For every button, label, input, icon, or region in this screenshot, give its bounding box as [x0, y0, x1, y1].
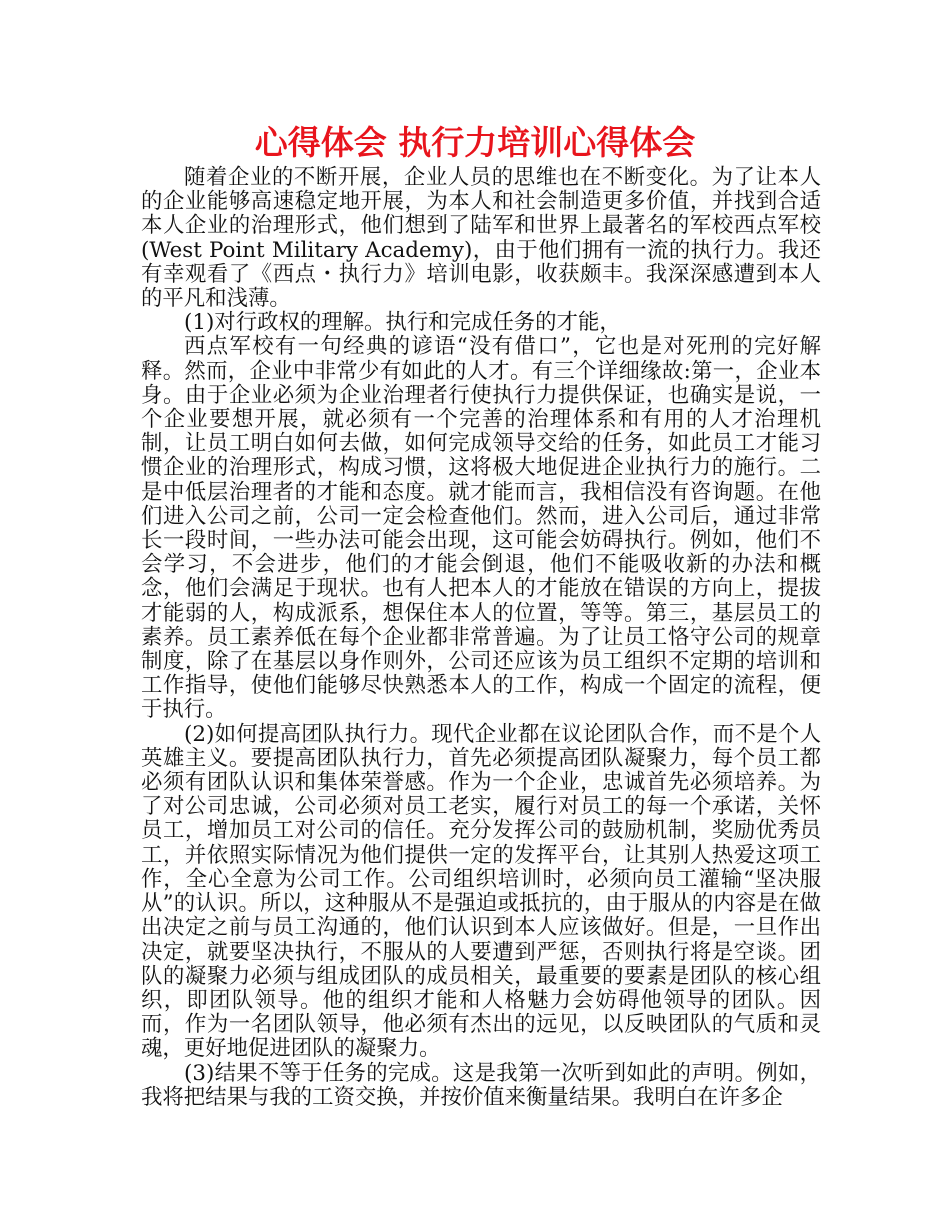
paragraph-section-2: (2)如何提高团队执行力。现代企业都在议论团队合作，而不是个人英雄主义。要提高团队执行力，首先必须提高团队凝聚力，每个员工都必须有团队认识和集体荣誉感。作为一个企业，忠诚首先必须培养。为了对公司忠诚，公司必须对员工老实，履行对员工的每一个承诺，关怀员工，增加员工对公司的信任。充分发挥公司的鼓励机制，奖励优秀员工，并依照实际情况为他们提供一定的发挥平台，让其别人热爱这项工作，全心全意为公司工作。公司组织培训时，必须向员工灌输“坚决服从”的认识。所以，这种服从不是强迫或抵抗的，由于服从的内容是在做出决定之前与员工沟通的，他们认识到本人应该做好。但是，一旦作出决定，就要坚决执行，不服从的人要遭到严惩，否则执行将是空谈。团队的凝聚力必须与组成团队的成员相关，最重要的要素是团队的核心组织，即团队领导。他的组织才能和人格魅力会妨碍他领导的团队。因而，作为一名团队领导，他必须有杰出的远见，以反映团队的气质和灵魂，更好地促进团队的凝聚力。 [141, 721, 821, 1062]
document-title: 心得体会 执行力培训心得体会 [254, 123, 696, 162]
paragraph-section-1-heading: (1)对行政权的理解。执行和完成任务的才能， [184, 310, 621, 336]
paragraph-intro: 随着企业的不断开展，企业人员的思维也在不断变化。为了让本人的企业能够高速稳定地开展，为本人和社会制造更多价值，并找到合适本人企业的治理形式，他们想到了陆军和世界上最著名的军校西点军校(West Point Military Academy)，由于他们拥有一流的执行力。我还有幸观看了《西点・执行力》培训电影，收获颇丰。我深深感遭到本人的平凡和浅薄。 [141, 165, 821, 312]
paragraph-section-1-body: 西点军校有一句经典的谚语“没有借口”，它也是对死刑的完好解释。然而，企业中非常少有如此的人才。有三个详细缘故:第一，企业本身。由于企业必须为企业治理者行使执行力提供保证，也确实是说，一个企业要想开展，就必须有一个完善的治理体系和有用的人才治理机制，让员工明白如何去做，如何完成领导交给的任务，如此员工才能习惯企业的治理形式，构成习惯，这将极大地促进企业执行力的施行。二是中低层治理者的才能和态度。就才能而言，我相信没有咨询题。在他们进入公司之前，公司一定会检查他们。然而，进入公司后，通过非常长一段时间，一些办法可能会出现，这可能会妨碍执行。例如，他们不会学习，不会进步，他们的才能会倒退，他们不能吸收新的办法和概念，他们会满足于现状。也有人把本人的才能放在错误的方向上，提拔才能弱的人，构成派系，想保住本人的位置，等等。第三，基层员工的素养。员工素养低在每个企业都非常普遍。为了让员工恪守公司的规章制度，除了在基层以身作则外，公司还应该为员工组织不定期的培训和工作指导，使他们能够尽快熟悉本人的工作，构成一个固定的流程，便于执行。 [141, 334, 821, 723]
document-body [141, 166, 821, 1110]
paragraph-section-3: (3)结果不等于任务的完成。这是我第一次听到如此的声明。例如，我将把结果与我的工资交换，并按价值来衡量结果。我明白在许多企 [141, 1060, 821, 1110]
